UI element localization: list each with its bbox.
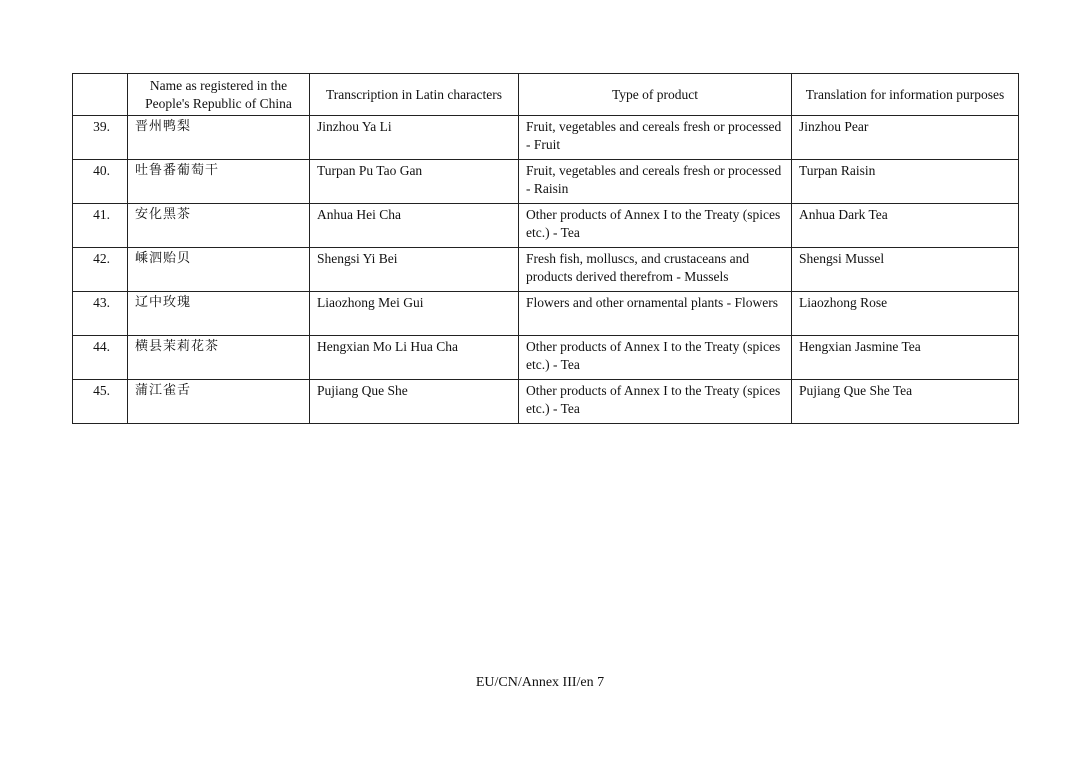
table-row: [73, 336, 1019, 380]
translation-cell: Liaozhong Rose: [792, 292, 1019, 336]
table-header: [73, 74, 1019, 116]
registered-name-cell: 安化黑茶: [128, 204, 310, 248]
translation-cell: Pujiang Que She Tea: [792, 380, 1019, 424]
registered-name-cell: 晋州鸭梨: [128, 116, 310, 160]
table-row: [73, 160, 1019, 204]
row-number: 42.: [73, 248, 128, 292]
registered-name-cell: 辽中玫瑰: [128, 292, 310, 336]
page-footer-reference: EU/CN/Annex III/en 7: [475, 675, 605, 690]
product-type-cell: Flowers and other ornamental plants - Flowers: [519, 292, 792, 336]
table-row: [73, 116, 1019, 160]
product-type-cell: Fruit, vegetables and cereals fresh or processed - Raisin: [519, 160, 792, 204]
product-type-cell: Other products of Annex I to the Treaty (spices etc.) - Tea: [519, 380, 792, 424]
row-number: 45.: [73, 380, 128, 424]
translation-cell: Shengsi Mussel: [792, 248, 1019, 292]
geographical-indications-table: [72, 73, 1019, 424]
product-type-cell: Other products of Annex I to the Treaty (spices etc.) - Tea: [519, 336, 792, 380]
table-row: [73, 292, 1019, 336]
transcription-cell: Shengsi Yi Bei: [310, 248, 519, 292]
row-number: 44.: [73, 336, 128, 380]
table-body: [73, 116, 1019, 424]
translation-cell: Anhua Dark Tea: [792, 204, 1019, 248]
product-type-cell: Other products of Annex I to the Treaty (spices etc.) - Tea: [519, 204, 792, 248]
table-row: [73, 248, 1019, 292]
transcription-cell: Jinzhou Ya Li: [310, 116, 519, 160]
header-registered-name: Name as registered in the People's Republic of China: [128, 74, 310, 116]
transcription-cell: Turpan Pu Tao Gan: [310, 160, 519, 204]
row-number: 43.: [73, 292, 128, 336]
row-number: 39.: [73, 116, 128, 160]
transcription-cell: Liaozhong Mei Gui: [310, 292, 519, 336]
registered-name-cell: 吐鲁番葡萄干: [128, 160, 310, 204]
header-translation: Translation for information purposes: [792, 74, 1019, 116]
translation-cell: Hengxian Jasmine Tea: [792, 336, 1019, 380]
transcription-cell: Hengxian Mo Li Hua Cha: [310, 336, 519, 380]
transcription-cell: Anhua Hei Cha: [310, 204, 519, 248]
row-number: 40.: [73, 160, 128, 204]
product-type-cell: Fresh fish, molluscs, and crustaceans and products derived therefrom - Mussels: [519, 248, 792, 292]
row-number: 41.: [73, 204, 128, 248]
product-type-cell: Fruit, vegetables and cereals fresh or processed - Fruit: [519, 116, 792, 160]
header-transcription: Transcription in Latin characters: [310, 74, 519, 116]
header-number: [73, 74, 128, 116]
registered-name-cell: 蒲江雀舌: [128, 380, 310, 424]
header-row: [73, 74, 1019, 116]
registered-name-cell: 横县茉莉花茶: [128, 336, 310, 380]
translation-cell: Jinzhou Pear: [792, 116, 1019, 160]
translation-cell: Turpan Raisin: [792, 160, 1019, 204]
table-row: [73, 380, 1019, 424]
table-row: [73, 204, 1019, 248]
registered-name-cell: 嵊泗贻贝: [128, 248, 310, 292]
transcription-cell: Pujiang Que She: [310, 380, 519, 424]
header-product-type: Type of product: [519, 74, 792, 116]
